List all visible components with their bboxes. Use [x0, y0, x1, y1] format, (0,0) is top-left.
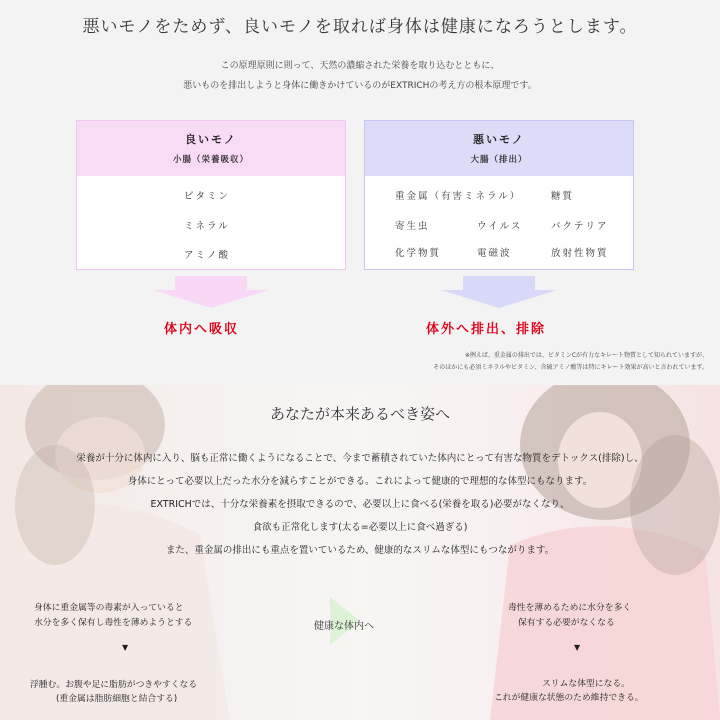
excrete-result: 体外へ排出、排除 — [426, 322, 547, 337]
bad-box-subtitle: 大腸（排出） — [470, 155, 528, 165]
paragraph-line: 身体にとって必要以上だった水分を減らすことができる。これによって健康的で理想的な体型にもなります。 — [127, 476, 593, 487]
footnote-line-2: そのほかにも必須ミネラルやビタミン、含硫アミノ酸等は特にキレート効果が高いと言われています。 — [433, 364, 708, 371]
intro-line-1: この原理原則に則って、天然の濃縮された栄養を取り込むとともに、 — [220, 61, 500, 71]
bad-item: 重金属（有害ミネラル） — [395, 191, 522, 202]
left-text-2: 水分を多く保有し毒性を薄めようとする — [34, 618, 193, 628]
left-text-3: 浮腫む。お腹や足に脂肪がつきやすくなる — [30, 680, 198, 690]
section-title: あなたが本来あるべき姿へ — [269, 405, 450, 423]
paragraph-line: 食欲も正常化します(太る=必要以上に食べ過ぎる) — [252, 522, 468, 533]
paragraph-line: EXTRICHでは、十分な栄養素を摂取できるので、必要以上に食べる(栄養を取る)必要がなくなり、 — [150, 499, 570, 510]
bad-box-title: 悪いモノ — [473, 133, 525, 146]
footnote-line-1: ※例えば、重金属の排出では、ビタミンCが有力なキレート物質として知られていますが、 — [464, 352, 708, 359]
good-box-title: 良いモノ — [185, 133, 237, 146]
bad-item: 化学物質 — [395, 248, 442, 259]
paragraph-line: また、重金属の排出にも重点を置いているため、健康的なスリムな体型にもつながります。 — [165, 545, 555, 556]
absorb-result: 体内へ吸収 — [164, 322, 240, 337]
bad-item: 糖質 — [551, 191, 575, 202]
left-down-arrow: ▼ — [122, 643, 129, 652]
bad-item: 寄生虫 — [395, 221, 430, 232]
good-box-header — [77, 121, 345, 176]
good-item: ビタミン — [184, 191, 231, 202]
ideal-body-section — [0, 385, 720, 720]
good-item: アミノ酸 — [184, 250, 231, 261]
bad-things-box — [364, 120, 634, 270]
center-label: 健康な体内へ — [314, 621, 374, 632]
good-things-box — [76, 120, 346, 270]
right-down-arrow: ▼ — [574, 643, 581, 652]
bad-item: バクテリア — [551, 221, 609, 232]
left-text-4: (重金属は脂肪細胞と結合する) — [56, 694, 178, 704]
right-text-4: これが健康な状態のため維持できる。 — [494, 693, 644, 703]
bad-item: 電磁波 — [477, 248, 512, 259]
intro-line-2: 悪いものを排出しようと身体に働きかけているのがEXTRICHの考え方の根本原理です。 — [183, 81, 537, 91]
right-text-2: 保有する必要がなくなる — [518, 618, 615, 628]
right-text-3: スリムな体型になる。 — [542, 679, 630, 689]
right-text-1: 毒性を薄めるために水分を多く — [508, 603, 632, 613]
good-item: ミネラル — [184, 221, 230, 232]
paragraph-line: 栄養が十分に体内に入り、脳も正常に働くようになることで、今まで蓄積されていた体内にとって有害な物質をデトックス(排除)し、 — [76, 453, 644, 464]
bad-box-header — [365, 121, 633, 176]
bad-item: 放射性物質 — [551, 248, 609, 259]
good-box-subtitle: 小腸（栄養吸収） — [172, 155, 249, 165]
headline: 悪いモノをためず、良いモノを取れば身体は健康になろうとします。 — [82, 17, 638, 37]
bad-item: ウイルス — [477, 221, 523, 232]
left-text-1: 身体に重金属等の毒素が入っていると — [34, 603, 184, 613]
